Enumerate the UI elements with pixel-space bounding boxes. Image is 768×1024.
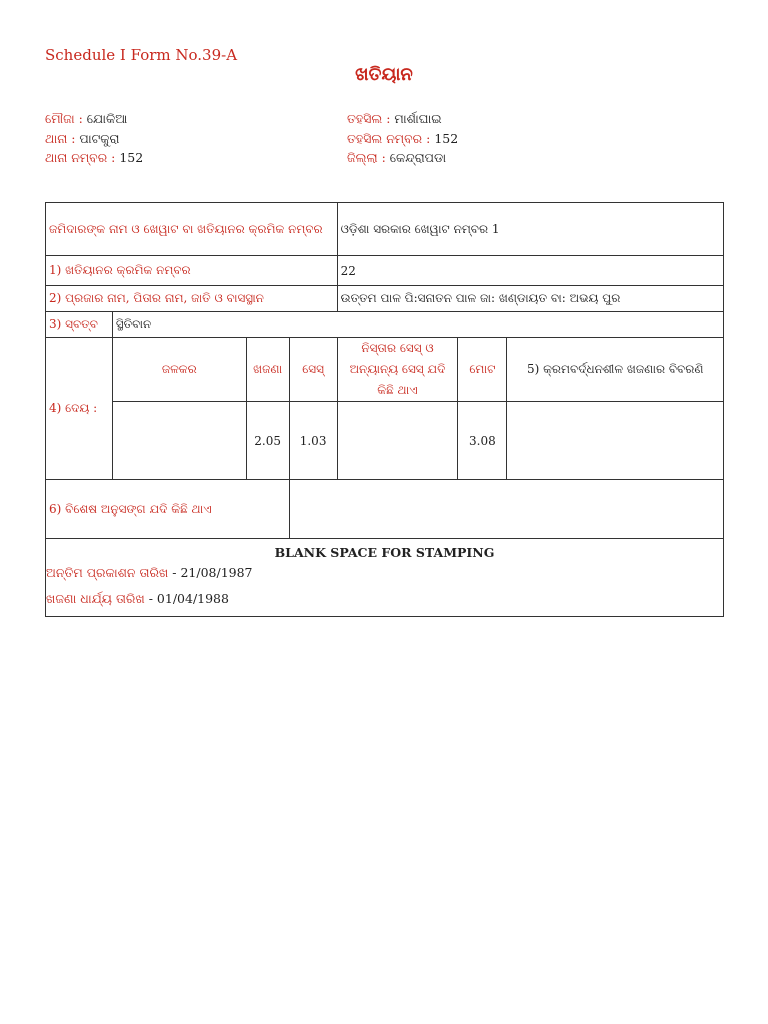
dues-value-rent: 2.05 <box>246 402 289 480</box>
dues-header-rent: ଖଜଣା <box>246 338 289 402</box>
zamindar-label: ଜମିଦାରଙ୍କ ନାମ ଓ ଖେୱାଟ ବା ଖତିୟାନର କ୍ରମିକ ନମ୍ବର <box>46 203 338 256</box>
serial-value: 22 <box>337 256 723 286</box>
document-title: ଖତିୟାନ <box>355 64 413 85</box>
right-value: ସ୍ଥିତିବାନ <box>112 312 723 338</box>
dues-value-water-tax <box>112 402 246 480</box>
dues-value-progressive-rent <box>507 402 724 480</box>
rent-assessment-date: ଖଜଣା ଧାର୍ଯ୍ୟ ତାରିଖ - 01/04/1988 <box>46 591 229 606</box>
row-stamp <box>46 539 724 617</box>
form-number: Schedule I Form No.39-A <box>45 46 238 64</box>
tenant-value: ଉତ୍ତମ ପାଳ ପି:ସନାତନ ପାଳ ଜା: ଖଣ୍ଡାୟତ ବା: ଅଭୟ ପୁର <box>337 286 723 312</box>
row-dues-values <box>46 402 724 480</box>
info-thana: ଥାନା : ପାଟକୁରା <box>45 130 120 146</box>
dues-label: 4) ଦେୟ : <box>46 338 113 480</box>
dues-value-cess: 1.03 <box>289 402 337 480</box>
dues-header-other-cess: ନିସ୍ତାର ସେସ୍ ଓ ଅନ୍ୟାନ୍ୟ ସେସ୍ ଯଦି କିଛି ଥାଏ <box>337 338 458 402</box>
row-dues-header <box>46 338 724 402</box>
khatian-table <box>45 202 724 617</box>
row-special <box>46 480 724 539</box>
special-label: 6) ବିଶେଷ ଅନୁସଙ୍ଗ ଯଦି କିଛି ଥାଏ <box>46 480 290 539</box>
row-right <box>46 312 724 338</box>
dues-header-water-tax: ଜଳକର <box>112 338 246 402</box>
row-zamindar <box>46 203 724 256</box>
right-label: 3) ସ୍ବତ୍ବ <box>46 312 113 338</box>
tenant-label: 2) ପ୍ରଜାର ନାମ, ପିତାର ନାମ, ଜାତି ଓ ବାସସ୍ଥାନ <box>46 286 338 312</box>
info-district: ଜିଲ୍ଲା : କେନ୍ଦ୍ରାପଡା <box>347 150 447 165</box>
dues-header-total: ମୋଟ <box>458 338 507 402</box>
info-tahasil: ତହସିଲ : ମାର୍ଶାଘାଇ <box>347 111 442 126</box>
serial-label: 1) ଖତିୟାନର କ୍ରମିକ ନମ୍ବର <box>46 256 338 286</box>
stamp-title: BLANK SPACE FOR STAMPING <box>274 545 495 560</box>
special-value <box>289 480 723 539</box>
dues-value-total: 3.08 <box>458 402 507 480</box>
final-publication-date: ଅନ୍ତିମ ପ୍ରକାଶନ ତାରିଖ - 21/08/1987 <box>46 565 253 580</box>
info-right <box>347 109 458 168</box>
info-left <box>45 109 143 168</box>
dues-header-cess: ସେସ୍ <box>289 338 337 402</box>
zamindar-value: ଓଡ଼ିଶା ସରକାର ଖେୱାଟ ନମ୍ବର 1 <box>337 203 723 256</box>
info-mouza: ମୌଜା : ଯୋକିଆ <box>45 111 128 126</box>
dues-value-other-cess <box>337 402 458 480</box>
stamp-area <box>46 539 724 617</box>
info-thana-number: ଥାନା ନମ୍ବର : 152 <box>45 150 144 165</box>
row-serial <box>46 256 724 286</box>
row-tenant <box>46 286 724 312</box>
dues-header-progressive-rent: 5) କ୍ରମବର୍ଦ୍ଧନଶୀଳ ଖଜଣାର ବିବରଣି <box>507 338 724 402</box>
info-tahasil-number: ତହସିଲ ନମ୍ବର : 152 <box>347 130 459 146</box>
